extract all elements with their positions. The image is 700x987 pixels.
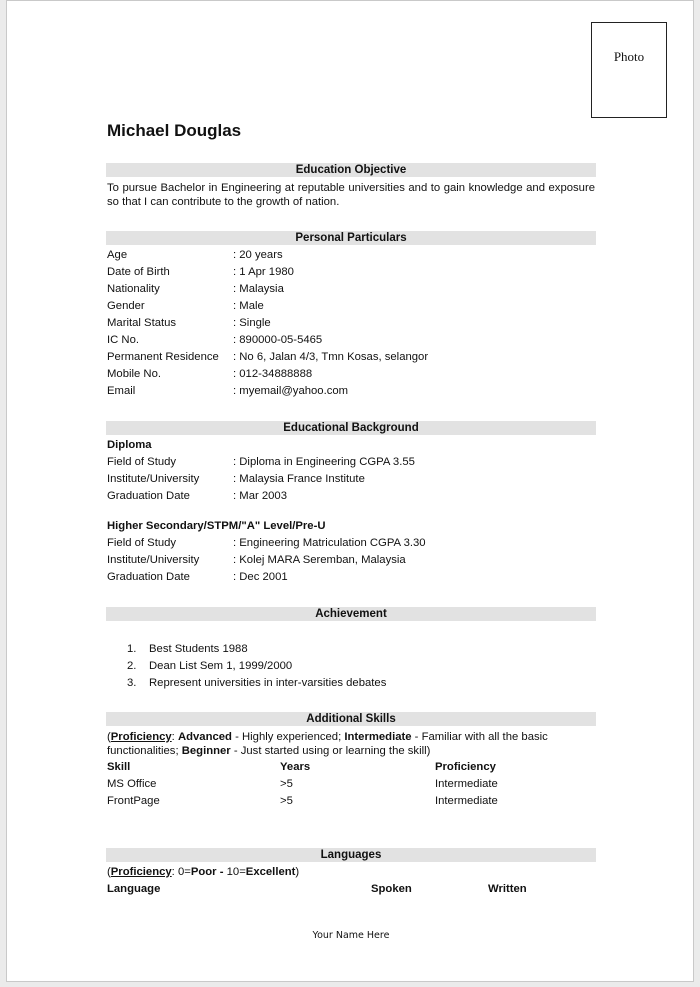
legend-advanced: Advanced (177, 731, 232, 743)
section-header-educational-background: Educational Background (106, 421, 596, 435)
section-header-education-objective: Education Objective (106, 163, 596, 177)
diploma-label-field: Field of Study (107, 456, 177, 468)
secondary-value-field: : Engineering Matriculation CGPA 3.30 (233, 537, 426, 549)
section-header-languages: Languages (106, 848, 596, 862)
candidate-name: Michael Douglas (107, 121, 242, 140)
personal-value-residence: : No 6, Jalan 4/3, Tmn Kosas, selangor (233, 351, 429, 363)
skills-cell-skill: FrontPage (107, 795, 160, 807)
diploma-value-institute: : Malaysia France Institute (233, 473, 365, 485)
secondary-value-institute: : Kolej MARA Seremban, Malaysia (233, 554, 406, 566)
lang-scale-start: : 0= (171, 866, 191, 878)
skills-header-skill: Skill (107, 761, 131, 773)
achievement-item: Best Students 1988 (149, 643, 248, 655)
skills-cell-proficiency: Intermediate (435, 778, 498, 790)
skills-cell-proficiency: Intermediate (435, 795, 498, 807)
legend-intermediate-desc: - Familiar with all the basic (411, 731, 548, 743)
lang-proficiency-word: Proficiency (110, 866, 172, 878)
achievement-item: Represent universities in inter-varsities debates (149, 677, 387, 689)
objective-text: To pursue Bachelor in Engineering at reputable universities and to gain knowledge and exposure so that I can contribute to the growth of nation. (107, 182, 595, 208)
achievement-number: 3. (127, 677, 137, 689)
skills-proficiency-legend-line2 (107, 744, 430, 758)
legend-line2-start: functionalities; (107, 745, 182, 757)
personal-label-residence: Permanent Residence (107, 351, 219, 363)
personal-label-marital: Marital Status (107, 317, 177, 329)
secondary-label-graduation: Graduation Date (107, 571, 190, 583)
photo-placeholder (591, 22, 667, 118)
personal-value-gender: : Male (233, 300, 264, 312)
secondary-label-field: Field of Study (107, 537, 177, 549)
diploma-value-field: : Diploma in Engineering CGPA 3.55 (233, 456, 415, 468)
legend-beginner-desc: - Just started using or learning the skill) (230, 745, 431, 757)
personal-label-age: Age (107, 249, 128, 261)
legend-advanced-desc: - Highly experienced; (231, 731, 345, 743)
personal-label-nationality: Nationality (107, 283, 160, 295)
diploma-label-graduation: Graduation Date (107, 490, 190, 502)
legend-beginner: Beginner (181, 745, 231, 757)
personal-value-marital: : Single (233, 317, 271, 329)
lang-poor: Poor - (190, 866, 227, 878)
languages-header-language: Language (107, 883, 161, 895)
diploma-value-graduation: : Mar 2003 (233, 490, 288, 502)
resume-page (6, 0, 694, 982)
achievement-number: 1. (127, 643, 137, 655)
legend-proficiency-word: Proficiency (110, 731, 172, 743)
personal-label-email: Email (107, 385, 136, 397)
legend-intermediate: Intermediate (344, 731, 412, 743)
footer-name: Your Name Here (312, 930, 390, 941)
achievement-item: Dean List Sem 1, 1999/2000 (149, 660, 293, 672)
lang-close-paren: ) (295, 866, 300, 878)
diploma-label-institute: Institute/University (107, 473, 200, 485)
skills-cell-years: >5 (280, 778, 293, 790)
personal-label-mobile: Mobile No. (107, 368, 161, 380)
secondary-value-graduation: : Dec 2001 (233, 571, 288, 583)
achievement-number: 2. (127, 660, 137, 672)
personal-value-mobile: : 012-34888888 (233, 368, 313, 380)
personal-label-gender: Gender (107, 300, 145, 312)
personal-label-ic: IC No. (107, 334, 140, 346)
personal-value-ic: : 890000-05-5465 (233, 334, 323, 346)
skills-header-proficiency: Proficiency (435, 761, 496, 773)
languages-proficiency-legend (107, 865, 299, 879)
secondary-label-institute: Institute/University (107, 554, 200, 566)
personal-value-email: : myemail@yahoo.com (233, 385, 349, 397)
legend-open-paren: ( (107, 731, 111, 743)
lang-open-paren: ( (107, 866, 111, 878)
personal-value-age: : 20 years (233, 249, 283, 261)
skills-cell-years: >5 (280, 795, 293, 807)
diploma-heading: Diploma (107, 439, 152, 451)
photo-label: Photo (613, 49, 645, 64)
languages-header-spoken: Spoken (371, 883, 412, 895)
lang-scale-mid: 10= (226, 866, 246, 878)
secondary-heading: Higher Secondary/STPM/"A" Level/Pre-U (107, 520, 326, 532)
personal-value-nationality: : Malaysia (233, 283, 284, 295)
personal-label-dob: Date of Birth (107, 266, 170, 278)
personal-value-dob: : 1 Apr 1980 (233, 266, 294, 278)
section-header-achievement: Achievement (106, 607, 596, 621)
lang-excellent: Excellent (245, 866, 296, 878)
section-header-personal-particulars: Personal Particulars (106, 231, 596, 245)
skills-cell-skill: MS Office (107, 778, 157, 790)
legend-colon: : (171, 731, 178, 743)
languages-header-written: Written (488, 883, 527, 895)
skills-proficiency-legend-line1 (107, 730, 548, 744)
section-header-additional-skills: Additional Skills (106, 712, 596, 726)
skills-header-years: Years (280, 761, 311, 773)
